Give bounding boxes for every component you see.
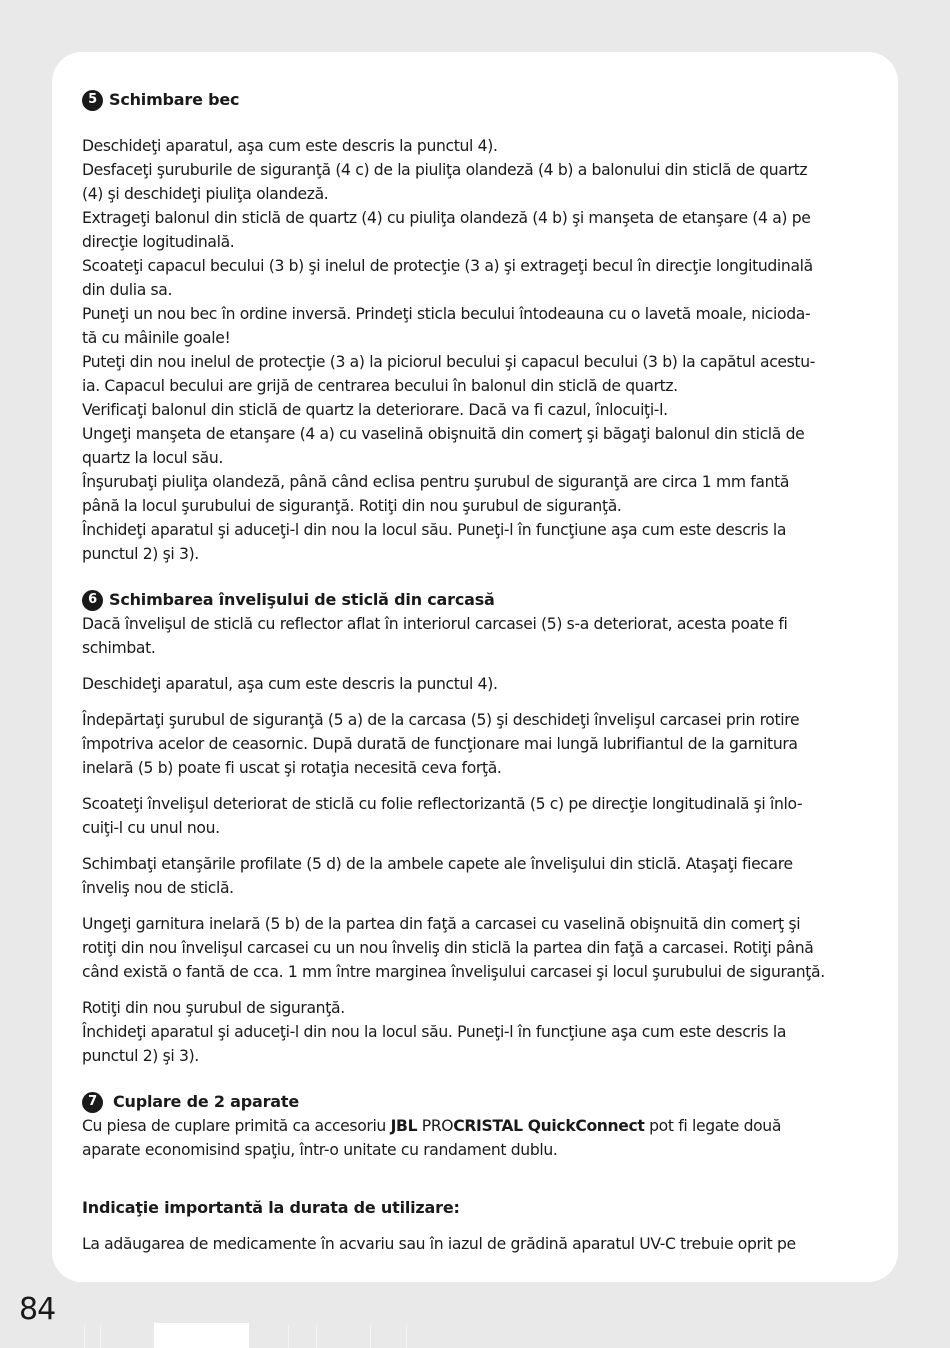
brand-pro: PRO [417,1117,454,1135]
text-line: rotiţi din nou învelişul carcasei cu un nou înveliş din sticlă la partea din faţă a carcasei. Rotiţi până [82,939,814,957]
text-line: Ungeţi manşeta de etanşare (4 a) cu vaselină obişnuită din comerţ şi băgaţi balonul din sticlă de [82,425,805,443]
text-run: Cu piesa de cuplare primită ca accesoriu [82,1117,391,1135]
section-6-title: Schimbarea învelişului de sticlă din carcasă [109,590,495,609]
text-line: La adăugarea de medicamente în acvariu sau în iazul de grădină aparatul UV-C trebuie oprit pe [82,1235,796,1253]
text-line: tă cu mâinile goale! [82,329,231,347]
text-line: Închideţi aparatul şi aduceţi-l din nou la locul său. Puneţi-l în funcţiune aşa cum este descris la [82,1023,787,1041]
text-line: ia. Capacul becului are grijă de centrarea becului în balonul din sticlă de quartz. [82,377,678,395]
text-line: din dulia sa. [82,281,173,299]
footer-divider [100,1325,101,1348]
text-line: Puneţi un nou bec în ordine inversă. Prindeţi sticla becului întodeauna cu o lavetă moale, niciodа- [82,305,811,323]
text-line: Ungeţi garnitura inelară (5 b) de la partea din faţă a carcasei cu vaselină obişnuită din comerţ şi [82,915,801,933]
footer-divider [84,1325,85,1348]
text-run: pot fi legate două [644,1117,782,1135]
section-7-number-badge: 7 [82,1092,103,1113]
section-5-body [82,134,868,566]
text-line: Scoateţi învelişul deteriorat de sticlă cu folie reflectorizantă (5 c) pe direcţie longitudinală şi înlo- [82,795,803,813]
section-6-paragraph [82,792,868,840]
important-note-body [82,1232,868,1256]
text-line: direcţie logitudinală. [82,233,235,251]
text-line: Verificaţi balonul din sticlă de quartz la deteriorare. Dacă va fi cazul, înlocuiţi-l. [82,401,668,419]
section-6-paragraph [82,852,868,900]
section-7-heading [82,1090,868,1114]
text-line: Extrageţi balonul din sticlă de quartz (4) cu piuliţa olandeză (4 b) şi manşeta de etanşare (4 a) pe [82,209,811,227]
text-line: Rotiţi din nou şurubul de siguranţă. [82,999,345,1017]
text-line: Deschideţi aparatul, aşa cum este descris la punctul 4). [82,137,498,155]
footer-divider [288,1325,289,1348]
text-line: punctul 2) şi 3). [82,545,199,563]
text-line: Închideţi aparatul şi aduceţi-l din nou la locul său. Puneţi-l în funcţiune aşa cum este descris la [82,521,787,539]
section-6-heading [82,588,868,612]
brand-product-name: CRISTAL QuickConnect [453,1117,645,1135]
section-6-paragraph [82,612,868,660]
text-line: când există o fantă de cca. 1 mm între marginea învelişului carcasei şi locul şurubului de siguranţă. [82,963,825,981]
important-note-heading: Indicaţie importantă la durata de utilizare: [82,1198,460,1217]
text-line [82,1114,868,1138]
section-6-paragraph [82,708,868,780]
text-line: Puteţi din nou inelul de protecţie (3 a) la piciorul becului şi capacul becului (3 b) la capătul acestu- [82,353,816,371]
footer-divider [370,1325,371,1348]
section-6-paragraph [82,912,868,984]
text-line: quartz la locul său. [82,449,223,467]
brand-jbl: JBL [390,1117,418,1135]
text-line: până la locul şurubului de siguranţă. Rotiţi din nou şurubul de siguranţă. [82,497,622,515]
text-line: Înşurubaţi piuliţa olandeză, până când eclisa pentru şurubul de siguranţă are circa 1 mm fantă [82,473,790,491]
section-6-paragraph [82,996,868,1068]
section-5-number-badge: 5 [82,90,103,111]
text-line: aparate economisind spaţiu, într-o unitate cu randament dublu. [82,1141,558,1159]
section-6-number-badge: 6 [82,590,103,611]
text-line: Îndepărtaţi şurubul de siguranţă (5 a) de la carcasa (5) şi deschideţi învelişul carcasei prin rotire [82,711,800,729]
section-6-paragraph [82,672,868,696]
text-line: punctul 2) şi 3). [82,1047,199,1065]
text-line: Dacă învelişul de sticlă cu reflector aflat în interiorul carcasei (5) s-a deteriorat, acesta poate fi [82,615,788,633]
page-number: 84 [19,1292,56,1327]
footer-tab [154,1323,249,1348]
section-7-body [82,1114,868,1162]
text-line: Desfaceţi şuruburile de siguranţă (4 c) de la piuliţa olandeză (4 b) a balonului din sticlă de quartz [82,161,808,179]
text-line: schimbat. [82,639,156,657]
section-5-heading [82,88,868,112]
text-line: înveliş nou de sticlă. [82,879,234,897]
section-5-title: Schimbare bec [109,90,240,109]
text-line: Scoateţi capacul becului (3 b) şi inelul de protecţie (3 a) şi extrageţi becul în direcţie longitudinală [82,257,813,275]
text-line: Schimbaţi etanşările profilate (5 d) de la ambele capete ale învelişului din sticlă. Ataşaţi fiecare [82,855,793,873]
page-card [52,52,898,1282]
text-line: (4) şi deschideţi piuliţa olandeză. [82,185,329,203]
text-line: împotriva acelor de ceasornic. După durată de funcţionare mai lungă lubrifiantul de la garnitura [82,735,798,753]
text-line: inelară (5 b) poate fi uscat şi rotaţia necesită ceva forţă. [82,759,502,777]
footer-divider [316,1325,317,1348]
footer-divider [406,1325,407,1348]
text-line: cuiţi-l cu unul nou. [82,819,220,837]
text-line: Deschideţi aparatul, aşa cum este descris la punctul 4). [82,675,498,693]
section-7-title: Cuplare de 2 aparate [113,1092,299,1111]
